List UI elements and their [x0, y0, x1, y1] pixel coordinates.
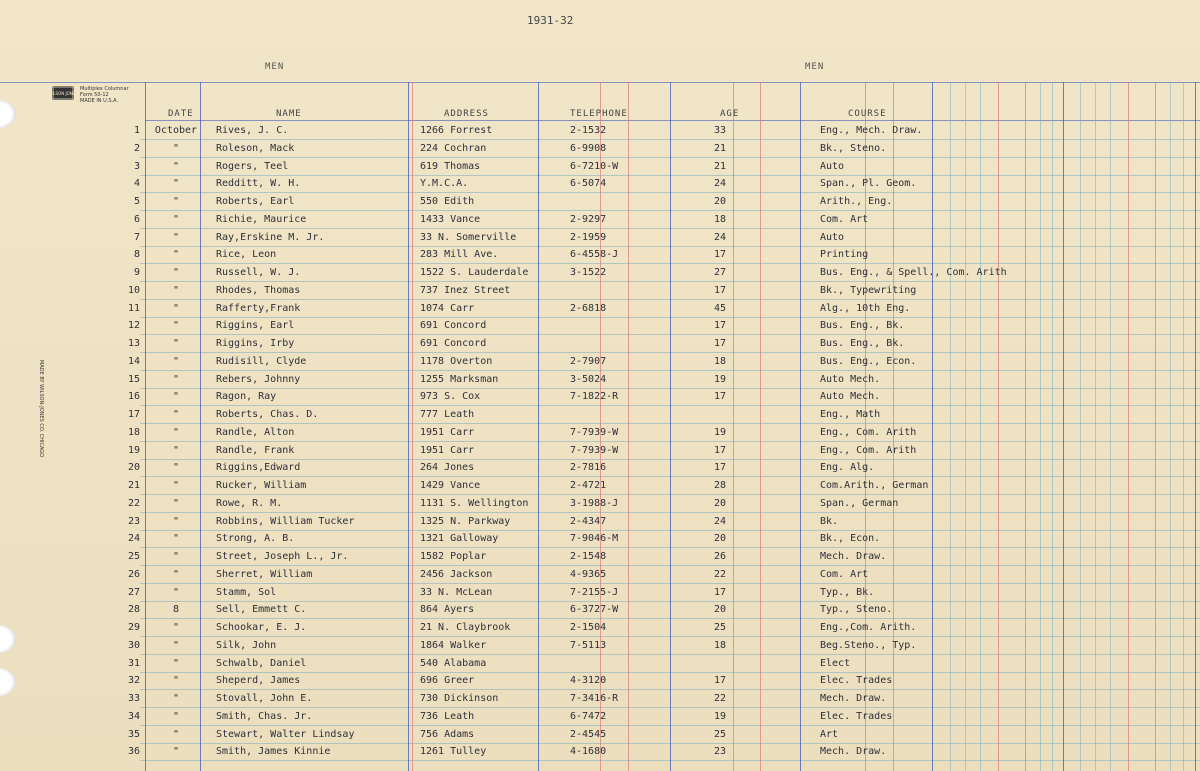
date-cell: " — [172, 586, 180, 598]
age-cell: 20 — [713, 604, 727, 616]
date-cell: " — [172, 338, 180, 349]
address-cell: 864 Ayers — [420, 604, 475, 616]
name-cell: Schookar, E. J. — [216, 622, 307, 633]
name-cell: Strong, A. B. — [216, 533, 295, 545]
course-cell: Alg., 10th Eng. — [820, 302, 911, 314]
address-cell: 1074 Carr — [420, 302, 475, 314]
col-header-date: DATE — [168, 109, 194, 119]
date-cell: October — [154, 125, 198, 136]
row-number: 2 — [133, 142, 140, 154]
address-cell: 550 Edith — [420, 196, 475, 207]
address-cell: 1178 Overton — [420, 355, 493, 367]
age-cell: 17 — [713, 462, 727, 474]
date-cell: " — [172, 622, 180, 633]
address-cell: 33 N. Somerville — [420, 231, 517, 243]
telephone-cell: 6-7210-W — [570, 160, 619, 172]
row-number: 29 — [127, 622, 140, 633]
date-cell: " — [172, 462, 180, 474]
telephone-cell: 2-7907 — [570, 355, 607, 367]
form-label-line3: MADE IN U.S.A. — [80, 98, 119, 104]
table-row — [0, 587, 1200, 605]
course-cell: Eng., Com. Arith — [820, 426, 917, 438]
table-row — [0, 232, 1200, 250]
date-cell: " — [172, 160, 180, 172]
table-row — [0, 267, 1200, 285]
course-cell: Arith., Eng. — [820, 196, 893, 207]
col-header-name: NAME — [276, 109, 302, 119]
date-cell: " — [172, 373, 180, 385]
age-cell: 23 — [713, 746, 727, 758]
date-cell: " — [172, 480, 180, 491]
table-row — [0, 711, 1200, 729]
table-row — [0, 303, 1200, 321]
age-cell: 18 — [713, 355, 727, 367]
telephone-cell: 6-9908 — [570, 142, 607, 154]
address-cell: 2456 Jackson — [420, 568, 493, 580]
course-cell: Art — [820, 728, 839, 740]
row-number: 34 — [127, 710, 140, 722]
course-cell: Elec. Trades — [820, 710, 893, 722]
table-row — [0, 320, 1200, 338]
address-cell: 21 N. Claybrook — [420, 622, 511, 633]
table-row — [0, 604, 1200, 622]
address-cell: 540 Alabama — [420, 657, 487, 669]
age-cell: 20 — [713, 533, 727, 545]
row-number: 5 — [133, 196, 140, 207]
telephone-cell: 2-4347 — [570, 515, 607, 527]
date-cell: " — [172, 693, 180, 704]
address-cell: 1131 S. Wellington — [420, 497, 529, 509]
address-cell: 737 Inez Street — [420, 284, 511, 296]
row-number: 36 — [127, 746, 140, 758]
name-cell: Riggins, Irby — [216, 338, 295, 349]
age-cell: 27 — [713, 267, 727, 278]
row-number: 25 — [127, 551, 140, 562]
address-cell: Y.M.C.A. — [420, 178, 469, 190]
row-number: 10 — [127, 284, 140, 296]
address-cell: 736 Leath — [420, 710, 475, 722]
section-label-right: MEN — [805, 62, 825, 72]
address-cell: 1951 Carr — [420, 426, 475, 438]
table-row — [0, 533, 1200, 551]
table-row — [0, 640, 1200, 658]
name-cell: Riggins,Edward — [216, 462, 301, 474]
table-row — [0, 196, 1200, 214]
age-cell: 26 — [713, 551, 727, 562]
table-row — [0, 658, 1200, 676]
address-cell: 973 S. Cox — [420, 391, 481, 403]
course-cell: Auto — [820, 160, 845, 172]
row-number: 31 — [127, 657, 140, 669]
row-number: 26 — [127, 568, 140, 580]
table-row — [0, 285, 1200, 303]
telephone-cell: 6-3727-W — [570, 604, 619, 616]
date-cell: " — [172, 302, 180, 314]
table-row — [0, 125, 1200, 143]
course-cell: Bk. — [820, 515, 839, 527]
table-row — [0, 356, 1200, 374]
address-cell: 1433 Vance — [420, 213, 481, 225]
table-row — [0, 498, 1200, 516]
row-number: 17 — [127, 409, 140, 420]
name-cell: Smith, Chas. Jr. — [216, 710, 313, 722]
course-cell: Span., Pl. Geom. — [820, 178, 917, 190]
table-row — [0, 746, 1200, 764]
table-row — [0, 214, 1200, 232]
course-cell: Beg.Steno., Typ. — [820, 639, 917, 651]
col-header-course: COURSE — [848, 109, 887, 119]
course-cell: Bk., Typewriting — [820, 284, 917, 296]
row-number: 24 — [127, 533, 140, 545]
row-number: 15 — [127, 373, 140, 385]
name-cell: Street, Joseph L., Jr. — [216, 551, 349, 562]
date-cell: " — [172, 284, 180, 296]
course-cell: Bus. Eng., Bk. — [820, 320, 905, 332]
table-row — [0, 622, 1200, 640]
age-cell: 18 — [713, 639, 727, 651]
wilson-jones-logo — [48, 86, 78, 100]
telephone-cell: 6-7472 — [570, 710, 607, 722]
age-cell: 19 — [713, 710, 727, 722]
date-cell: " — [172, 497, 180, 509]
row-number: 9 — [133, 267, 140, 278]
table-row — [0, 480, 1200, 498]
address-cell: 1261 Tulley — [420, 746, 487, 758]
name-cell: Rudisill, Clyde — [216, 355, 307, 367]
course-cell: Auto — [820, 231, 845, 243]
course-cell: Typ., Bk. — [820, 586, 875, 598]
age-cell: 20 — [713, 196, 727, 207]
address-cell: 33 N. McLean — [420, 586, 493, 598]
date-cell: " — [172, 568, 180, 580]
course-cell: Eng.,Com. Arith. — [820, 622, 917, 633]
address-cell: 777 Leath — [420, 409, 475, 420]
course-cell: Elect — [820, 657, 851, 669]
address-cell: 696 Greer — [420, 675, 475, 687]
name-cell: Sell, Emmett C. — [216, 604, 307, 616]
course-cell: Typ., Steno. — [820, 604, 893, 616]
table-row — [0, 693, 1200, 711]
telephone-cell: 7-1822-R — [570, 391, 619, 403]
table-row — [0, 374, 1200, 392]
date-cell: " — [172, 213, 180, 225]
age-cell: 20 — [713, 497, 727, 509]
name-cell: Robbins, William Tucker — [216, 515, 355, 527]
row-number: 23 — [127, 515, 140, 527]
name-cell: Roberts, Earl — [216, 196, 295, 207]
name-cell: Rowe, R. M. — [216, 497, 283, 509]
row-number: 3 — [133, 160, 140, 172]
name-cell: Stewart, Walter Lindsay — [216, 728, 355, 740]
name-cell: Richie, Maurice — [216, 213, 307, 225]
form-label-line1: Multiplex Columnar — [80, 86, 129, 92]
name-cell: Rebers, Johnny — [216, 373, 301, 385]
age-cell: 24 — [713, 178, 727, 190]
name-cell: Rhodes, Thomas — [216, 284, 301, 296]
date-cell: " — [172, 746, 180, 758]
table-row — [0, 551, 1200, 569]
vendor-label: MADE BY WILSON-JONES CO. CHICAGO — [38, 360, 44, 458]
age-cell: 22 — [713, 693, 727, 704]
row-number: 22 — [127, 497, 140, 509]
address-cell: 1582 Poplar — [420, 551, 487, 562]
age-cell: 17 — [713, 338, 727, 349]
address-cell: 1951 Carr — [420, 444, 475, 456]
age-cell: 25 — [713, 622, 727, 633]
telephone-cell: 6-5074 — [570, 178, 607, 190]
col-header-telephone: TELEPHONE — [570, 109, 628, 119]
date-cell: " — [172, 178, 180, 190]
name-cell: Randle, Alton — [216, 426, 295, 438]
row-number: 20 — [127, 462, 140, 474]
table-row — [0, 675, 1200, 693]
address-cell: 1325 N. Parkway — [420, 515, 511, 527]
age-cell: 24 — [713, 231, 727, 243]
date-cell: " — [172, 142, 180, 154]
name-cell: Rice, Leon — [216, 249, 277, 261]
row-number: 14 — [127, 355, 140, 367]
date-cell: " — [172, 675, 180, 687]
age-cell: 17 — [713, 284, 727, 296]
name-cell: Rafferty,Frank — [216, 302, 301, 314]
name-cell: Sherret, William — [216, 568, 313, 580]
address-cell: 730 Dickinson — [420, 693, 499, 704]
name-cell: Stovall, John E. — [216, 693, 313, 704]
telephone-cell: 2-6818 — [570, 302, 607, 314]
course-cell: Bus. Eng., & Spell., Com. Arith — [820, 267, 1007, 278]
row-number: 13 — [127, 338, 140, 349]
name-cell: Sheperd, James — [216, 675, 301, 687]
table-row — [0, 143, 1200, 161]
course-cell: Span., German — [820, 497, 899, 509]
section-label-left: MEN — [265, 62, 285, 72]
age-cell: 22 — [713, 568, 727, 580]
telephone-cell: 7-7939-W — [570, 426, 619, 438]
telephone-cell: 6-4558-J — [570, 249, 619, 261]
address-cell: 1522 S. Lauderdale — [420, 267, 529, 278]
telephone-cell: 4-3120 — [570, 675, 607, 687]
row-number: 18 — [127, 426, 140, 438]
course-cell: Com.Arith., German — [820, 480, 929, 491]
address-cell: 1255 Marksman — [420, 373, 499, 385]
table-row — [0, 409, 1200, 427]
telephone-cell: 2-9297 — [570, 213, 607, 225]
header-rule — [145, 120, 1200, 121]
date-cell: " — [172, 515, 180, 527]
telephone-cell: 2-1548 — [570, 551, 607, 562]
date-cell: 8 — [172, 604, 180, 616]
address-cell: 224 Cochran — [420, 142, 487, 154]
date-cell: " — [172, 639, 180, 651]
course-cell: Bk., Econ. — [820, 533, 881, 545]
course-cell: Auto Mech. — [820, 391, 881, 403]
telephone-cell: 4-1680 — [570, 746, 607, 758]
table-row — [0, 427, 1200, 445]
row-number: 12 — [127, 320, 140, 332]
row-number: 6 — [133, 213, 140, 225]
course-cell: Eng. Alg. — [820, 462, 875, 474]
course-cell: Bus. Eng., Econ. — [820, 355, 917, 367]
table-row — [0, 178, 1200, 196]
date-cell: " — [172, 231, 180, 243]
date-cell: " — [172, 444, 180, 456]
course-cell: Bus. Eng., Bk. — [820, 338, 905, 349]
date-cell: " — [172, 657, 180, 669]
address-cell: 619 Thomas — [420, 160, 481, 172]
age-cell: 33 — [713, 125, 727, 136]
name-cell: Smith, James Kinnie — [216, 746, 331, 758]
age-cell: 18 — [713, 213, 727, 225]
date-cell: " — [172, 355, 180, 367]
telephone-cell: 7-2155-J — [570, 586, 619, 598]
age-cell: 17 — [713, 320, 727, 332]
age-cell: 17 — [713, 444, 727, 456]
date-cell: " — [172, 391, 180, 403]
row-number: 33 — [127, 693, 140, 704]
address-cell: 1321 Galloway — [420, 533, 499, 545]
address-cell: 283 Mill Ave. — [420, 249, 499, 261]
name-cell: Schwalb, Daniel — [216, 657, 307, 669]
course-cell: Mech. Draw. — [820, 746, 887, 758]
row-number: 21 — [127, 480, 140, 491]
telephone-cell: 2-1504 — [570, 622, 607, 633]
telephone-cell: 3-5024 — [570, 373, 607, 385]
name-cell: Rives, J. C. — [216, 125, 289, 136]
name-cell: Silk, John — [216, 639, 277, 651]
course-cell: Auto Mech. — [820, 373, 881, 385]
age-cell: 21 — [713, 160, 727, 172]
col-header-address: ADDRESS — [444, 109, 489, 119]
age-cell: 17 — [713, 391, 727, 403]
address-cell: 756 Adams — [420, 728, 475, 740]
address-cell: 264 Jones — [420, 462, 475, 474]
address-cell: 691 Concord — [420, 338, 487, 349]
page-title: 1931-32 — [527, 14, 574, 27]
row-number: 16 — [127, 391, 140, 403]
date-cell: " — [172, 320, 180, 332]
address-cell: 1864 Walker — [420, 639, 487, 651]
row-number: 1 — [133, 125, 140, 136]
name-cell: Ray,Erskine M. Jr. — [216, 231, 325, 243]
name-cell: Redditt, W. H. — [216, 178, 301, 190]
telephone-cell: 3-1522 — [570, 267, 607, 278]
table-row — [0, 161, 1200, 179]
age-cell: 45 — [713, 302, 727, 314]
course-cell: Com. Art — [820, 568, 869, 580]
age-cell: 17 — [713, 249, 727, 261]
course-cell: Printing — [820, 249, 869, 261]
age-cell: 17 — [713, 586, 727, 598]
telephone-cell: 7-3416-R — [570, 693, 619, 704]
age-cell: 25 — [713, 728, 727, 740]
name-cell: Riggins, Earl — [216, 320, 295, 332]
course-cell: Mech. Draw. — [820, 551, 887, 562]
course-cell: Com. Art — [820, 213, 869, 225]
date-cell: " — [172, 728, 180, 740]
table-row — [0, 569, 1200, 587]
name-cell: Randle, Frank — [216, 444, 295, 456]
date-cell: " — [172, 409, 180, 420]
name-cell: Stamm, Sol — [216, 586, 277, 598]
course-cell: Bk., Steno. — [820, 142, 887, 154]
table-row — [0, 391, 1200, 409]
date-cell: " — [172, 551, 180, 562]
date-cell: " — [172, 533, 180, 545]
age-cell: 17 — [713, 675, 727, 687]
row-number: 27 — [127, 586, 140, 598]
date-cell: " — [172, 249, 180, 261]
address-cell: 1266 Forrest — [420, 125, 493, 136]
telephone-cell: 7-5113 — [570, 639, 607, 651]
telephone-cell: 2-1959 — [570, 231, 607, 243]
table-row — [0, 462, 1200, 480]
col-header-age: AGE — [720, 109, 740, 119]
telephone-cell: 2-7816 — [570, 462, 607, 474]
row-number: 4 — [133, 178, 140, 190]
address-cell: 691 Concord — [420, 320, 487, 332]
table-row — [0, 516, 1200, 534]
table-row — [0, 249, 1200, 267]
row-number: 11 — [127, 302, 140, 314]
age-cell: 21 — [713, 142, 727, 154]
row-number: 7 — [133, 231, 140, 243]
date-cell: " — [172, 426, 180, 438]
telephone-cell: 4-9365 — [570, 568, 607, 580]
row-number: 8 — [133, 249, 140, 261]
age-cell: 24 — [713, 515, 727, 527]
name-cell: Rogers, Teel — [216, 160, 289, 172]
course-cell: Eng., Math — [820, 409, 881, 420]
course-cell: Mech. Draw. — [820, 693, 887, 704]
logo-icon — [48, 86, 78, 100]
table-row — [0, 338, 1200, 356]
row-number: 30 — [127, 639, 140, 651]
row-number: 35 — [127, 728, 140, 740]
date-cell: " — [172, 267, 180, 278]
course-cell: Eng., Mech. Draw. — [820, 125, 923, 136]
age-cell: 19 — [713, 373, 727, 385]
telephone-cell: 7-7939-W — [570, 444, 619, 456]
table-row — [0, 729, 1200, 747]
address-cell: 1429 Vance — [420, 480, 481, 491]
row-number: 28 — [127, 604, 140, 616]
name-cell: Rucker, William — [216, 480, 307, 491]
age-cell: 19 — [713, 426, 727, 438]
telephone-cell: 2-4545 — [570, 728, 607, 740]
age-cell: 28 — [713, 480, 727, 491]
date-cell: " — [172, 710, 180, 722]
row-number: 19 — [127, 444, 140, 456]
date-cell: " — [172, 196, 180, 207]
telephone-cell: 7-9046-M — [570, 533, 619, 545]
telephone-cell: 2-4721 — [570, 480, 607, 491]
course-cell: Eng., Com. Arith — [820, 444, 917, 456]
telephone-cell: 2-1532 — [570, 125, 607, 136]
course-cell: Elec. Trades — [820, 675, 893, 687]
row-number: 32 — [127, 675, 140, 687]
telephone-cell: 3-1988-J — [570, 497, 619, 509]
table-row — [0, 445, 1200, 463]
name-cell: Russell, W. J. — [216, 267, 301, 278]
name-cell: Roberts, Chas. D. — [216, 409, 319, 420]
name-cell: Ragon, Ray — [216, 391, 277, 403]
form-label-line2: Form 50-12 — [80, 92, 109, 98]
name-cell: Roleson, Mack — [216, 142, 295, 154]
svg-text:WILSON JONES: WILSON JONES — [48, 91, 78, 96]
